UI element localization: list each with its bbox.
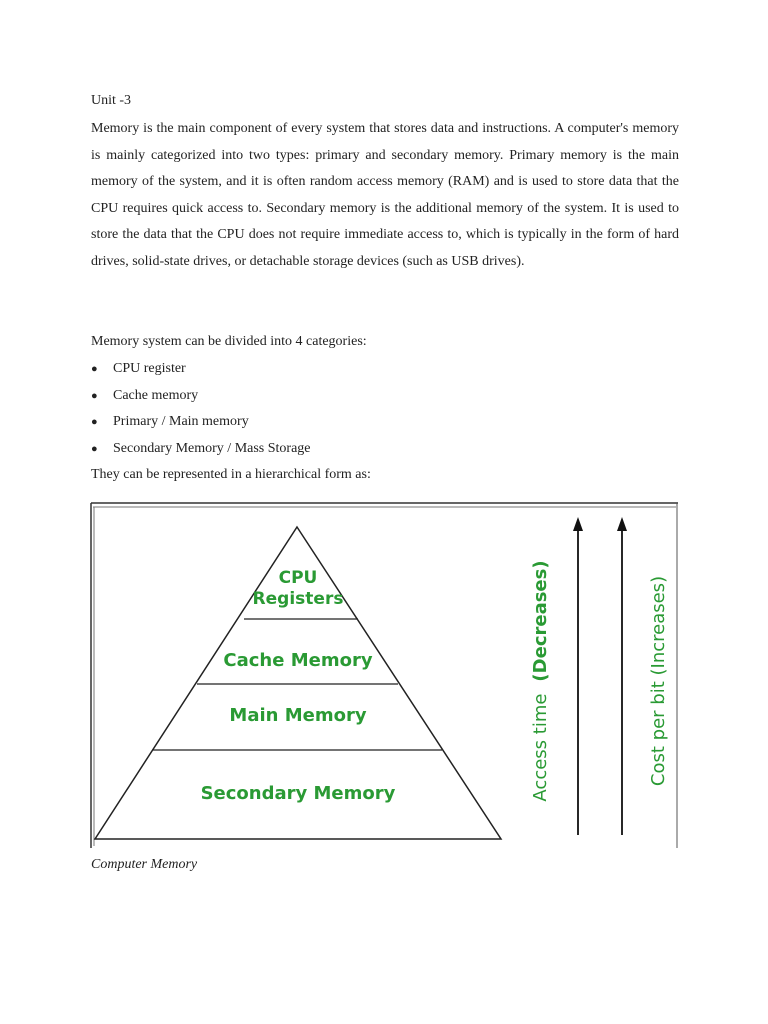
figure-caption: Computer Memory xyxy=(91,857,198,872)
level-label-registers: Registers xyxy=(252,589,344,609)
bullet-icon: ● xyxy=(91,389,98,402)
bullet-icon: ● xyxy=(91,363,98,375)
list-item-text: Secondary Memory / Mass Storage xyxy=(113,441,311,457)
unit-heading: Unit -3 xyxy=(91,93,132,108)
access-time-label xyxy=(530,560,551,801)
categories-intro: Memory system can be divided into 4 categories: xyxy=(91,334,367,349)
list-item-text: Cache memory xyxy=(113,387,199,403)
access-time-text: Access time xyxy=(530,693,551,802)
memory-paragraph: Memory is the main component of every system that stores data and instructions. A computer's memory is mainly categorized into two types: primary and secondary memory. Primary memory is the main memory of the system, and it is often random access memory (RAM) and is used to store data that the CPU requires quick access to. Secondary memory is the additional memory of the system. It is used to store the data that the CPU does not require immediate access to, which is typically in the form of hard drives, solid-state drives, or detachable storage devices (such as USB drives). xyxy=(91,121,679,269)
level-label-main: Main Memory xyxy=(229,705,367,726)
list-item-text: Primary / Main memory xyxy=(113,414,249,430)
bullet-icon: ● xyxy=(91,443,98,456)
hierarchy-intro: They can be represented in a hierarchical form as: xyxy=(91,467,371,482)
cost-per-bit-label: Cost per bit (Increases) xyxy=(648,575,669,787)
list-item-text: CPU register xyxy=(113,361,186,376)
level-label-cache: Cache Memory xyxy=(223,650,373,671)
bullet-icon: ● xyxy=(91,416,98,429)
access-time-note: (Decreases) xyxy=(530,560,551,682)
access-arrow-head-icon xyxy=(573,517,583,531)
level-label-cpu: CPU xyxy=(278,568,318,588)
level-label-secondary: Secondary Memory xyxy=(200,783,396,804)
cost-arrow-head-icon xyxy=(617,517,627,531)
